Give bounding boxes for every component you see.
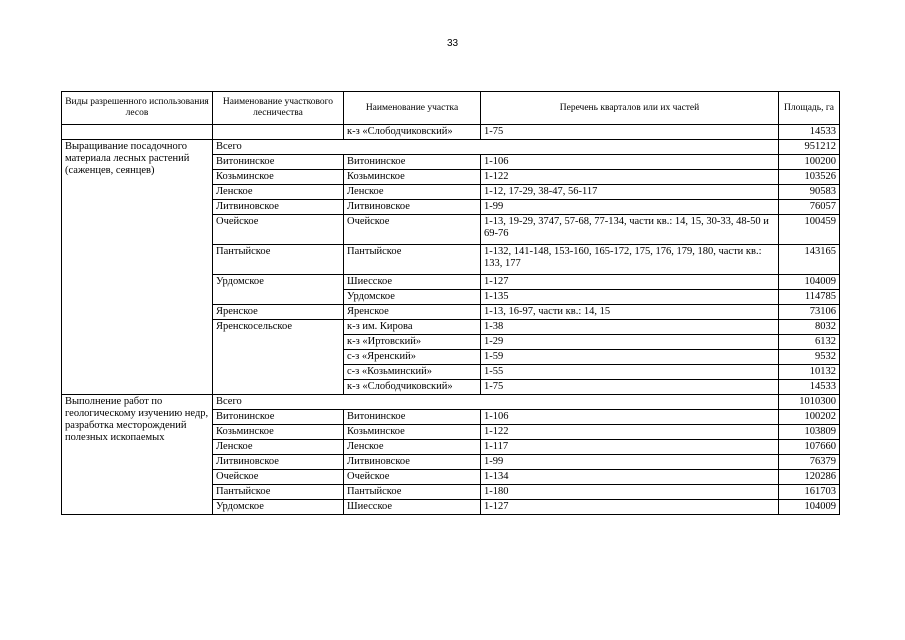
area-cell: 100200 bbox=[779, 155, 840, 170]
quarters-cell: 1-55 bbox=[481, 365, 779, 380]
empty-cell bbox=[213, 125, 344, 140]
area-cell: 100202 bbox=[779, 410, 840, 425]
header-site: Наименование участка bbox=[344, 92, 481, 125]
section-total-row bbox=[62, 140, 840, 155]
forestry-cell: Козьминское bbox=[213, 425, 344, 440]
forest-use-table bbox=[61, 91, 840, 515]
forestry-cell: Очейское bbox=[213, 470, 344, 485]
use-type-cell: Выполнение работ по геологическому изучению недр, разработка месторождений полезных ископаемых bbox=[62, 395, 213, 515]
quarters-cell: 1-75 bbox=[481, 125, 779, 140]
forestry-cell: Урдомское bbox=[213, 275, 344, 305]
site-cell: к-з «Слободчиковский» bbox=[344, 125, 481, 140]
quarters-cell: 1-122 bbox=[481, 170, 779, 185]
site-cell: Литвиновское bbox=[344, 455, 481, 470]
header-forestry: Наименование участкового лесничества bbox=[213, 92, 344, 125]
site-cell: с-з «Яренский» bbox=[344, 350, 481, 365]
area-cell: 14533 bbox=[779, 125, 840, 140]
quarters-cell: 1-127 bbox=[481, 275, 779, 290]
quarters-cell: 1-180 bbox=[481, 485, 779, 500]
site-cell: Ленское bbox=[344, 440, 481, 455]
total-area: 951212 bbox=[779, 140, 840, 155]
quarters-cell: 1-106 bbox=[481, 155, 779, 170]
area-cell: 14533 bbox=[779, 380, 840, 395]
area-cell: 100459 bbox=[779, 215, 840, 245]
site-cell: Ленское bbox=[344, 185, 481, 200]
forestry-cell: Ленское bbox=[213, 185, 344, 200]
area-cell: 161703 bbox=[779, 485, 840, 500]
area-cell: 6132 bbox=[779, 335, 840, 350]
area-cell: 73106 bbox=[779, 305, 840, 320]
section-total-row bbox=[62, 395, 840, 410]
forestry-cell: Витонинское bbox=[213, 410, 344, 425]
area-cell: 9532 bbox=[779, 350, 840, 365]
site-cell: Козьминское bbox=[344, 425, 481, 440]
site-cell: к-з «Слободчиковский» bbox=[344, 380, 481, 395]
site-cell: Шиесское bbox=[344, 500, 481, 515]
area-cell: 104009 bbox=[779, 275, 840, 290]
site-cell: Пантыйское bbox=[344, 485, 481, 500]
quarters-cell: 1-117 bbox=[481, 440, 779, 455]
quarters-cell: 1-99 bbox=[481, 200, 779, 215]
quarters-cell: 1-12, 17-29, 38-47, 56-117 bbox=[481, 185, 779, 200]
total-area: 1010300 bbox=[779, 395, 840, 410]
quarters-cell: 1-38 bbox=[481, 320, 779, 335]
use-type-cell: Выращивание посадочного материала лесных растений (саженцев, сеянцев) bbox=[62, 140, 213, 395]
header-quarters: Перечень кварталов или их частей bbox=[481, 92, 779, 125]
quarters-cell: 1-13, 19-29, 3747, 57-68, 77-134, части кв.: 14, 15, 30-33, 48-50 и 69-76 bbox=[481, 215, 779, 245]
area-cell: 107660 bbox=[779, 440, 840, 455]
area-cell: 114785 bbox=[779, 290, 840, 305]
site-cell: к-з «Иртовский» bbox=[344, 335, 481, 350]
site-cell: Литвиновское bbox=[344, 200, 481, 215]
area-cell: 120286 bbox=[779, 470, 840, 485]
total-label: Всего bbox=[213, 395, 779, 410]
quarters-cell: 1-134 bbox=[481, 470, 779, 485]
quarters-cell: 1-106 bbox=[481, 410, 779, 425]
quarters-cell: 1-59 bbox=[481, 350, 779, 365]
empty-cell bbox=[62, 125, 213, 140]
quarters-cell: 1-127 bbox=[481, 500, 779, 515]
site-cell: Козьминское bbox=[344, 170, 481, 185]
site-cell: Яренское bbox=[344, 305, 481, 320]
site-cell: Очейское bbox=[344, 470, 481, 485]
area-cell: 143165 bbox=[779, 245, 840, 275]
site-cell: Урдомское bbox=[344, 290, 481, 305]
forestry-cell: Пантыйское bbox=[213, 245, 344, 275]
forestry-cell: Пантыйское bbox=[213, 485, 344, 500]
header-area: Площадь, га bbox=[779, 92, 840, 125]
forestry-cell: Витонинское bbox=[213, 155, 344, 170]
quarters-cell: 1-132, 141-148, 153-160, 165-172, 175, 176, 179, 180, части кв.: 133, 177 bbox=[481, 245, 779, 275]
site-cell: Витонинское bbox=[344, 410, 481, 425]
area-cell: 10132 bbox=[779, 365, 840, 380]
table-row bbox=[62, 125, 840, 140]
site-cell: с-з «Козьминский» bbox=[344, 365, 481, 380]
page-number: 33 bbox=[446, 38, 459, 49]
area-cell: 76379 bbox=[779, 455, 840, 470]
quarters-cell: 1-99 bbox=[481, 455, 779, 470]
area-cell: 104009 bbox=[779, 500, 840, 515]
area-cell: 103526 bbox=[779, 170, 840, 185]
quarters-cell: 1-135 bbox=[481, 290, 779, 305]
quarters-cell: 1-29 bbox=[481, 335, 779, 350]
forestry-cell: Яренское bbox=[213, 305, 344, 320]
quarters-cell: 1-13, 16-97, части кв.: 14, 15 bbox=[481, 305, 779, 320]
site-cell: Шиесское bbox=[344, 275, 481, 290]
site-cell: Пантыйское bbox=[344, 245, 481, 275]
forestry-cell: Ленское bbox=[213, 440, 344, 455]
area-cell: 90583 bbox=[779, 185, 840, 200]
table-header-row bbox=[62, 92, 840, 125]
forestry-cell: Литвиновское bbox=[213, 455, 344, 470]
forestry-cell: Урдомское bbox=[213, 500, 344, 515]
site-cell: к-з им. Кирова bbox=[344, 320, 481, 335]
forestry-cell: Козьминское bbox=[213, 170, 344, 185]
quarters-cell: 1-122 bbox=[481, 425, 779, 440]
area-cell: 76057 bbox=[779, 200, 840, 215]
quarters-cell: 1-75 bbox=[481, 380, 779, 395]
site-cell: Витонинское bbox=[344, 155, 481, 170]
forestry-cell: Яренскосельское bbox=[213, 320, 344, 395]
area-cell: 103809 bbox=[779, 425, 840, 440]
forestry-cell: Очейское bbox=[213, 215, 344, 245]
header-use-type: Виды разрешенного использования лесов bbox=[62, 92, 213, 125]
forestry-cell: Литвиновское bbox=[213, 200, 344, 215]
area-cell: 8032 bbox=[779, 320, 840, 335]
site-cell: Очейское bbox=[344, 215, 481, 245]
total-label: Всего bbox=[213, 140, 779, 155]
